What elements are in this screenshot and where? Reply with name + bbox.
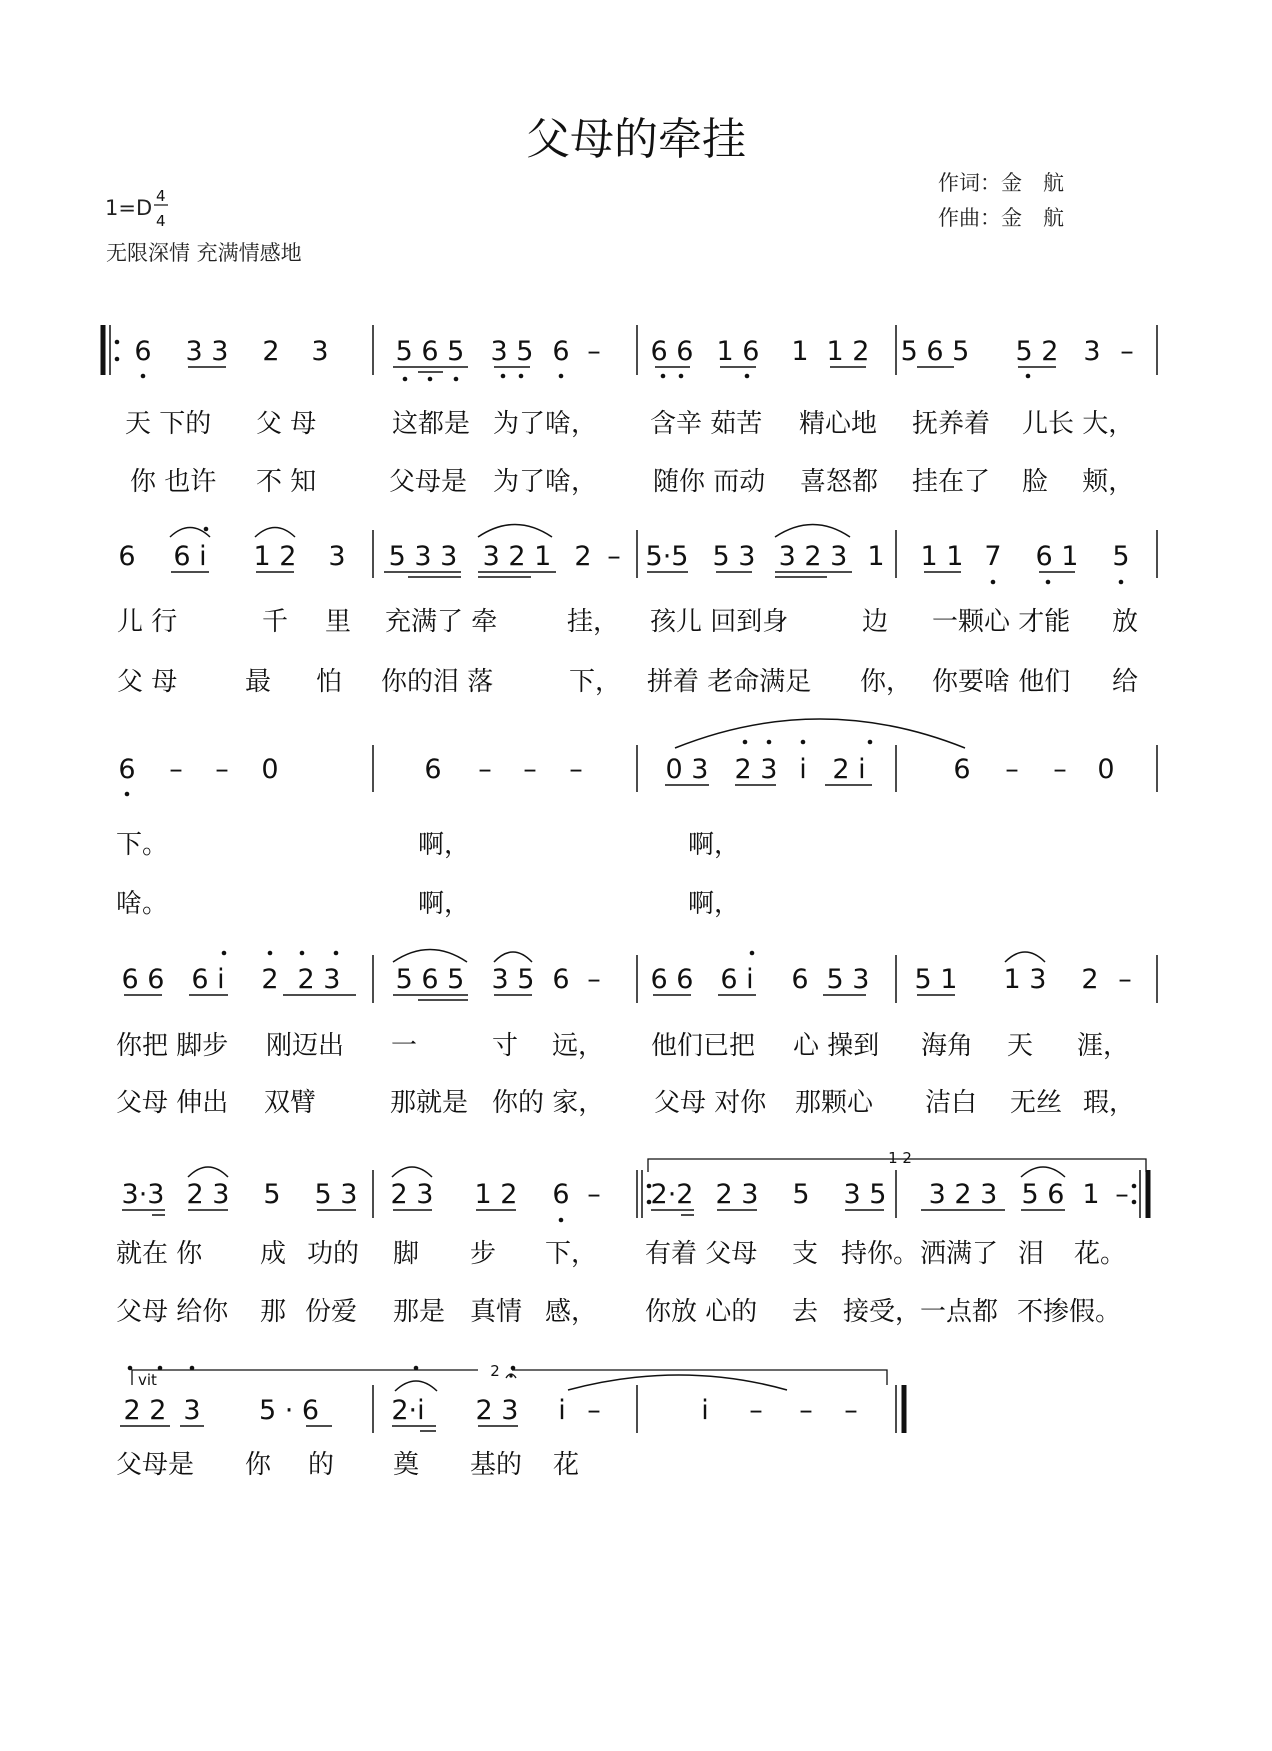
lyric: 充满了 牵 [385,607,498,637]
lyric: 的 [308,1450,335,1480]
lyric: 父 母 [117,667,178,697]
lyric: 一点都 [920,1297,999,1327]
note: 6 [118,754,136,785]
lyric: 拼着 老命满足 [647,667,812,697]
lyric: 给 [1112,667,1139,697]
note: 1 1 [920,541,964,572]
note: – [169,754,183,785]
lyric: 洒满了 [920,1239,999,1269]
lyric: 边 [862,607,889,637]
note: 5 2 [1015,336,1059,367]
lyric: 你 也许 [130,467,217,497]
note: 1 [1082,1179,1100,1210]
note: 2 3 [715,1179,759,1210]
note: – [215,754,229,785]
note: – [1120,336,1134,367]
note: – [587,1395,601,1426]
lyric: 持你。 [841,1239,920,1269]
note: 6 1 [1035,541,1079,572]
note: 3 5 [491,964,535,995]
lyric: 孩儿 回到身 [650,607,789,637]
lyric: 步 [470,1239,497,1269]
note: 5 1 [914,964,958,995]
lyric: 这都是 [392,409,471,439]
note: 3 [183,1395,201,1426]
note: 2 i [832,754,866,785]
note: 1 6 [716,336,760,367]
note: 3 [1083,336,1101,367]
note: 2 [262,336,280,367]
note: 6 [118,541,136,572]
lyric: 你把 脚步 [116,1031,229,1061]
lyric: 父母是 [116,1450,195,1480]
lyric: 随你 而动 [653,467,766,497]
lyric: 那就是 [390,1088,469,1118]
note: 2 [574,541,592,572]
note: 3 3 [185,336,229,367]
note: – [523,754,537,785]
time-top: 4 [156,187,166,205]
note: 6 i [191,964,225,995]
lyric: 你， [860,667,913,697]
lyric: 父母 对你 [654,1088,767,1118]
lyric: 感， [545,1297,598,1327]
lyric: 天 [1007,1031,1034,1061]
note: 3 2 1 [482,541,552,572]
ending-label-first: 1 2 [888,1149,912,1167]
lyric: 为了啥， [493,467,598,497]
lyric: 刚迈出 [266,1031,345,1061]
note: 5 · 6 [258,1395,320,1426]
note: 5 3 [712,541,756,572]
staff-line-3 [116,719,1157,919]
note: 3 [311,336,329,367]
note: – [587,964,601,995]
note: 3·3 [121,1179,165,1210]
note: 5 3 [314,1179,358,1210]
note: – [749,1395,763,1426]
note: – [478,754,492,785]
note: 6 [424,754,442,785]
note: 3 [328,541,346,572]
lyric: 下， [545,1239,598,1269]
lyric: 花。 [1074,1239,1127,1269]
note: 3 5 [843,1179,887,1210]
lyric: 花 [553,1450,580,1480]
lyric: 精心地 [799,409,878,439]
lyric: 泪 [1018,1239,1045,1269]
staff-line-1 [103,325,1157,497]
note: – [587,336,601,367]
lyricist-credit: 作词：金 航 [938,171,1064,195]
note: 5 3 3 [388,541,458,572]
lyric: 啊， [688,830,741,860]
lyric: 功的 [307,1239,360,1269]
lyric: 那是 [393,1297,446,1327]
lyric: 下， [569,667,622,697]
lyric: 父 母 [256,409,317,439]
note: 0 [1097,754,1115,785]
note: 6 [134,336,152,367]
tempo-mark: 无限深情 充满情感地 [106,241,302,265]
composer-credit: 作曲：金 航 [938,206,1064,230]
lyric: 天 下的 [125,409,212,439]
lyric: 洁白 [925,1088,978,1118]
note: 1 2 [474,1179,518,1210]
note: – [1005,754,1019,785]
note: 6 6 [650,964,694,995]
note: 2 3 [297,964,341,995]
note: i [799,754,807,785]
note: 2 3 [186,1179,230,1210]
staff-line-6 [116,1362,904,1480]
note: 6 [552,336,570,367]
lyric: 啊， [418,889,471,919]
note: 6 [791,964,809,995]
lyric: 双臂 [264,1088,317,1118]
lyric: 里 [325,607,352,637]
note: – [607,541,621,572]
lyric: 啥。 [116,889,169,919]
lyric: 喜怒都 [800,467,879,497]
note: 3 2 3 [778,541,848,572]
note: – [569,754,583,785]
staff-line-5 [116,1149,1148,1327]
lyric: 不掺假。 [1017,1297,1122,1327]
key-prefix: 1=D [105,196,153,220]
lyric: 那 [260,1297,287,1327]
note: 2 [1081,964,1099,995]
lyric: 父母 给你 [116,1297,229,1327]
note: 6 6 [650,336,694,367]
note: 5 [263,1179,281,1210]
note: 1 2 [826,336,870,367]
note: 2·i [391,1395,425,1426]
lyric: 千 [262,607,289,637]
note: 5 [792,1179,810,1210]
note: 2 2 [123,1395,167,1426]
lyric: 那颗心 [795,1088,874,1118]
note: 5·5 [645,541,689,572]
note: 2 3 [390,1179,434,1210]
lyric: 涯， [1077,1031,1130,1061]
lyric: 啊， [418,830,471,860]
note: 5 [1112,541,1130,572]
lyric: 瑕， [1083,1088,1136,1118]
note: 5 6 5 [900,336,970,367]
note: 6 i [720,964,754,995]
lyric: 一颗心 才能 [932,607,1071,637]
lyric: 不 知 [256,467,317,497]
note: – [799,1395,813,1426]
lyric: 最 [245,667,272,697]
lyric: 啊， [688,889,741,919]
lyric: 远， [552,1031,605,1061]
key-signature [105,187,168,230]
lyric: 他们已把 [651,1031,756,1061]
lyric: 真情 [470,1297,523,1327]
lyric: 海角 [921,1031,974,1061]
lyric: 成 [260,1239,287,1269]
staff-line-4 [116,950,1157,1119]
lyric: 你 [245,1450,272,1480]
lyric: 无丝 [1010,1088,1063,1118]
note: 0 3 [665,754,709,785]
note: 1 3 [1003,964,1047,995]
song-title: 父母的牵挂 [526,114,746,165]
lyric: 去 [792,1297,819,1327]
lyric: 父母是 [389,467,468,497]
lyric: 就在 你 [116,1239,203,1269]
note: 2·2 [650,1179,694,1210]
note: 0 [261,754,279,785]
note: 1 [867,541,885,572]
lyric: 一 [391,1031,418,1061]
note: 7 [984,541,1002,572]
lyric: 挂在了 [912,467,991,497]
note: – [587,1179,601,1210]
note: 5 3 [826,964,870,995]
lyric: 心 操到 [793,1031,880,1061]
lyric: 奠 [393,1450,420,1480]
note: 5 6 5 [395,336,465,367]
lyric: 下。 [116,830,169,860]
note: – [1118,964,1132,995]
lyric: 有着 父母 [645,1239,758,1269]
note: 6 i [173,541,207,572]
time-bottom: 4 [156,212,166,230]
note: 3 5 [490,336,534,367]
lyric: 脚 [393,1239,420,1269]
note: 2 3 [734,754,778,785]
lyric: 基的 [470,1450,523,1480]
lyric: 儿 行 [117,607,178,637]
lyric: 寸 [492,1031,519,1061]
lyric: 你放 心的 [645,1297,758,1327]
lyric: 支 [792,1239,819,1269]
note: – [1053,754,1067,785]
lyric: 你的泪 落 [381,667,494,697]
lyric: 放 [1112,607,1139,637]
note: 6 [552,964,570,995]
lyric: 怕 [316,667,343,697]
note: 3 2 3 [928,1179,998,1210]
lyric: 含辛 茹苦 [650,409,763,439]
lyric: 为了啥， [493,409,598,439]
note: 6 [552,1179,570,1210]
lyric: 份爱 [305,1297,358,1327]
note: – [844,1395,858,1426]
note: 6 6 [121,964,165,995]
note: 2 [261,964,279,995]
lyric: 抚养着 [912,409,991,439]
note: i [558,1395,566,1426]
note: 5 6 5 [395,964,465,995]
ending-label-second: 2 [490,1362,500,1380]
lyric: 挂， [567,607,620,637]
lyric: 脸 颊， [1022,467,1135,497]
lyric: 接受， [843,1297,922,1327]
note: i [701,1395,709,1426]
lyric: 父母 伸出 [116,1088,229,1118]
note: 1 [791,336,809,367]
note: 2 3 [475,1395,519,1426]
vit-mark: vit [138,1371,157,1389]
lyric: 你要啥 他们 [932,667,1071,697]
note: 1 2 [253,541,297,572]
note: – [1115,1179,1129,1210]
lyric: 你的 家， [492,1088,605,1118]
staff-line-2 [117,525,1157,698]
note: 6 [953,754,971,785]
note: 5 6 [1021,1179,1065,1210]
lyric: 儿长 大， [1022,409,1135,439]
